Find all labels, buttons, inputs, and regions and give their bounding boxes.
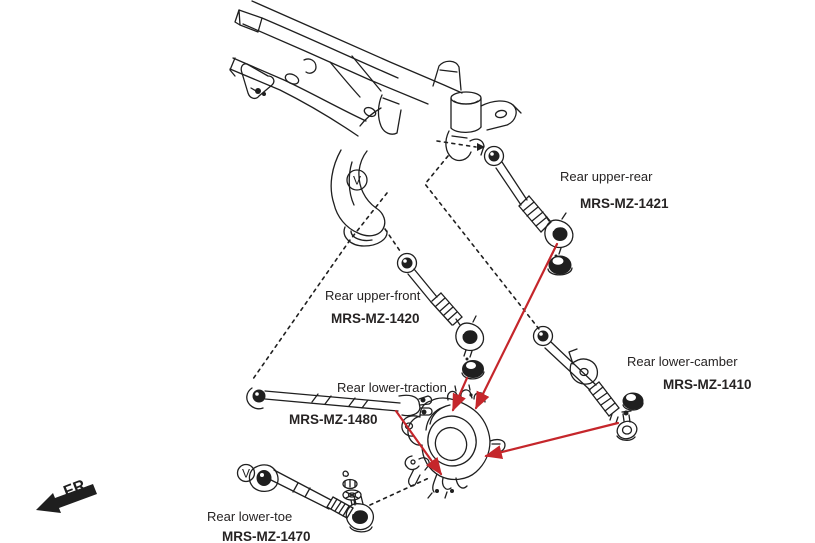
part-code-upper-rear: MRS-MZ-1421: [580, 196, 669, 211]
part-name-lower-traction: Rear lower-traction: [337, 380, 447, 395]
dashed-connector-camber: [425, 156, 539, 329]
camber-arm-drawing: [534, 327, 644, 442]
part-code-upper-front: MRS-MZ-1420: [331, 311, 420, 326]
red-arrow-lower-camber: [486, 423, 618, 456]
fr-label: FR.: [61, 475, 93, 501]
variant-marker-toe-arm: [238, 465, 255, 482]
variant-marker-subframe: [347, 170, 367, 190]
part-name-upper-rear: Rear upper-rear: [560, 169, 653, 184]
red-arrow-upper-front: [453, 378, 467, 410]
red-arrow-upper-rear: [476, 244, 557, 408]
part-name-lower-toe: Rear lower-toe: [207, 509, 293, 524]
part-name-lower-camber: Rear lower-camber: [627, 354, 738, 369]
red-arrow-lower-traction: [396, 411, 441, 474]
svg-text:V: V: [241, 466, 251, 481]
fr-direction-arrow: [36, 475, 97, 513]
upper-front-grommet: [462, 360, 484, 379]
labels: [36, 169, 752, 543]
part-code-lower-traction: MRS-MZ-1480: [289, 412, 378, 427]
toe-ball-joint: [346, 496, 373, 532]
upper-rear-arm-drawing: [485, 147, 573, 275]
part-code-lower-toe: MRS-MZ-1470: [222, 529, 311, 543]
camber-grommet: [623, 393, 644, 411]
toe-nut-washer: [343, 471, 361, 505]
camber-rod-end: [615, 411, 640, 442]
dashed-connector-traction: [253, 193, 387, 379]
subframe-drawing: [230, 1, 521, 246]
part-name-upper-front: Rear upper-front: [325, 288, 421, 303]
dashed-connector-upper-rear: [437, 141, 476, 147]
dashed-connector-toe: [370, 478, 429, 505]
svg-text:V: V: [352, 173, 362, 188]
part-code-lower-camber: MRS-MZ-1410: [663, 377, 752, 392]
upper-rear-grommet: [548, 256, 572, 275]
